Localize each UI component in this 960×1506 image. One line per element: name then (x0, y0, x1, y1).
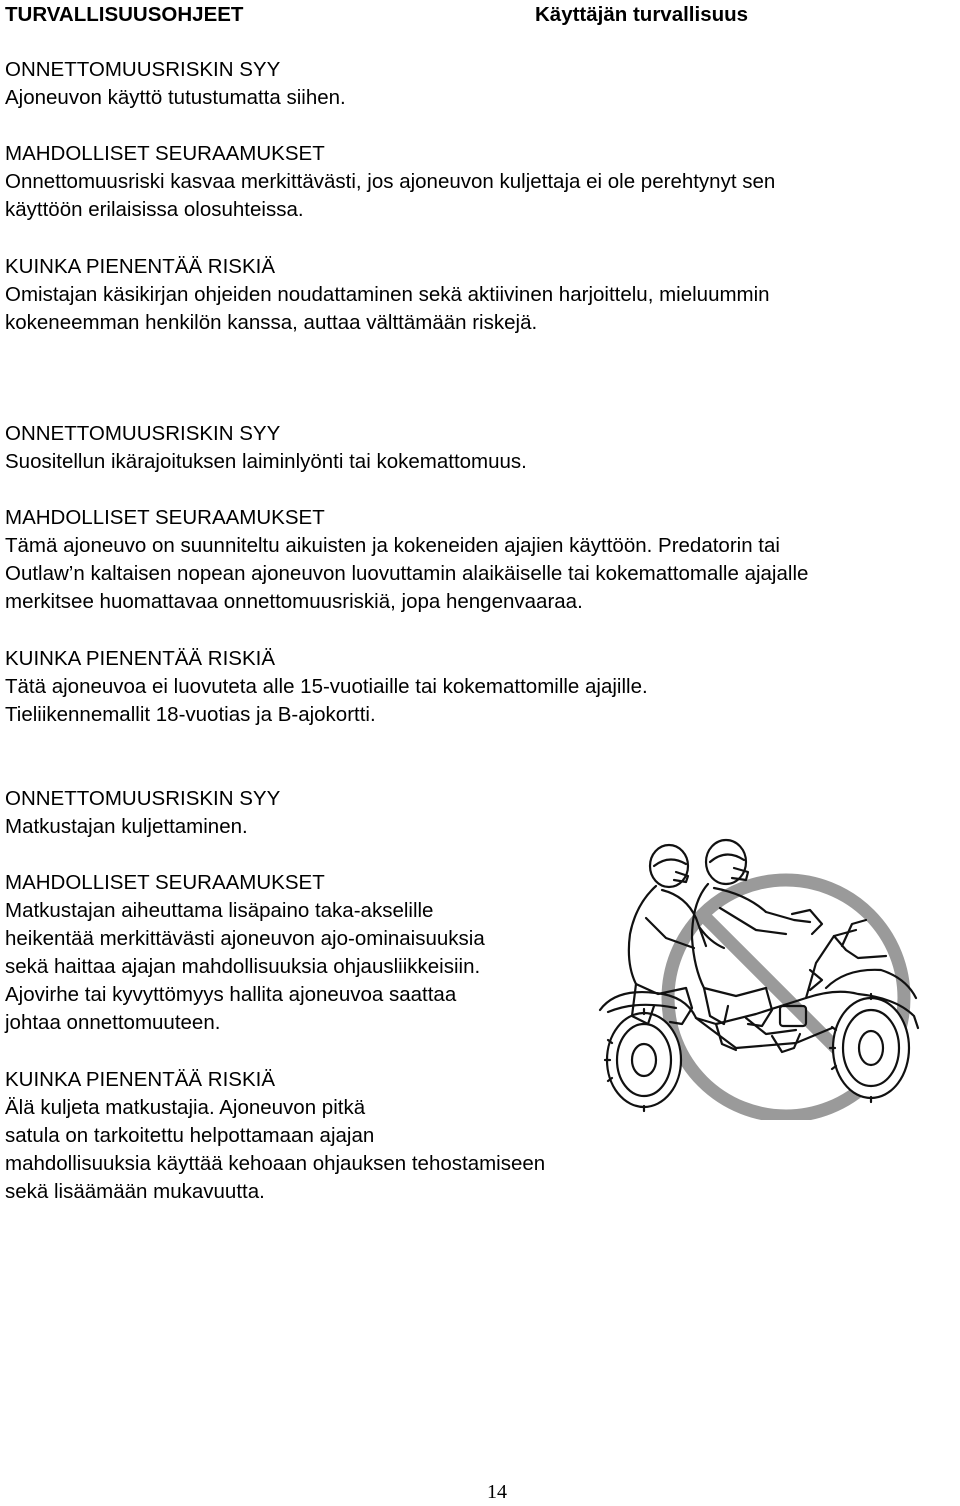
consequence-heading: MAHDOLLISET SEURAAMUKSET (5, 871, 325, 894)
prevention-text-line: satula on tarkoitettu helpottamaan ajajan (5, 1124, 375, 1147)
section-2-consequence (5, 504, 808, 616)
consequence-text-line: heikentää merkittävästi ajoneuvon ajo-ominaisuuksia (5, 927, 485, 950)
document-subsection-title: Käyttäjän turvallisuus (535, 3, 749, 26)
cause-text-line: Suositellun ikärajoituksen laiminlyönti tai kokemattomuus. (5, 450, 527, 473)
prevention-heading: KUINKA PIENENTÄÄ RISKIÄ (5, 255, 275, 278)
cause-text-line: Matkustajan kuljettaminen. (5, 815, 248, 838)
prevention-text-line: Omistajan käsikirjan ohjeiden noudattaminen sekä aktiivinen harjoittelu, mieluummin (5, 283, 770, 306)
cause-text-line: Ajoneuvon käyttö tutustumatta siihen. (5, 86, 346, 109)
prevention-text-line: sekä lisäämään mukavuutta. (5, 1180, 265, 1203)
prevention-text-line: kokeneemman henkilön kanssa, auttaa välttämään riskejä. (5, 311, 538, 334)
cause-heading: ONNETTOMUUSRISKIN SYY (5, 422, 281, 445)
cause-heading: ONNETTOMUUSRISKIN SYY (5, 58, 281, 81)
consequence-text-line: johtaa onnettomuuteen. (5, 1011, 221, 1034)
section-3-prevention (5, 1066, 545, 1206)
section-1-cause (5, 56, 346, 112)
section-1-prevention (5, 253, 770, 337)
document-section-title: TURVALLISUUSOHJEET (5, 3, 244, 26)
prevention-text-line: Tieliikennemallit 18-vuotias ja B-ajokortti. (5, 703, 376, 726)
cause-heading: ONNETTOMUUSRISKIN SYY (5, 787, 281, 810)
consequence-text-line: merkitsee huomattavaa onnettomuusriskiä, jopa hengenvaaraa. (5, 590, 583, 613)
consequence-text-line: Tämä ajoneuvo on suunniteltu aikuisten ja kokeneiden ajajien käyttöön. Predatorin tai (5, 534, 780, 557)
consequence-text-line: käyttöön erilaisissa olosuhteissa. (5, 198, 304, 221)
consequence-text-line: Outlaw’n kaltaisen nopean ajoneuvon luovuttamin alaikäiselle tai kokemattomalle ajajalle (5, 562, 809, 585)
page-number: 14 (487, 1481, 507, 1503)
atv-with-passenger-prohibited-icon (596, 838, 926, 1120)
prevention-text-line: mahdollisuuksia käyttää kehoaan ohjauksen tehostamiseen (5, 1152, 546, 1175)
consequence-text-line: Ajovirhe tai kyvyttömyys hallita ajoneuvoa saattaa (5, 983, 457, 1006)
consequence-text-line: sekä haittaa ajajan mahdollisuuksia ohjausliikkeisiin. (5, 955, 481, 978)
consequence-heading: MAHDOLLISET SEURAAMUKSET (5, 142, 325, 165)
section-1-consequence (5, 140, 775, 224)
front-wheel-icon (830, 994, 909, 1102)
consequence-text-line: Onnettomuusriski kasvaa merkittävästi, jos ajoneuvon kuljettaja ei ole perehtynyt sen (5, 170, 776, 193)
prevention-heading: KUINKA PIENENTÄÄ RISKIÄ (5, 647, 275, 670)
section-3-consequence (5, 869, 485, 1037)
prevention-text-line: Tätä ajoneuvoa ei luovuteta alle 15-vuotiaille tai kokemattomille ajajille. (5, 675, 648, 698)
consequence-heading: MAHDOLLISET SEURAAMUKSET (5, 506, 325, 529)
prevention-text-line: Älä kuljeta matkustajia. Ajoneuvon pitkä (5, 1096, 366, 1119)
consequence-text-line: Matkustajan aiheuttama lisäpaino taka-akselille (5, 899, 434, 922)
section-3-cause (5, 785, 280, 841)
page-header (5, 2, 955, 28)
section-2-cause (5, 420, 527, 476)
prevention-heading: KUINKA PIENENTÄÄ RISKIÄ (5, 1068, 275, 1091)
section-2-prevention (5, 645, 648, 729)
